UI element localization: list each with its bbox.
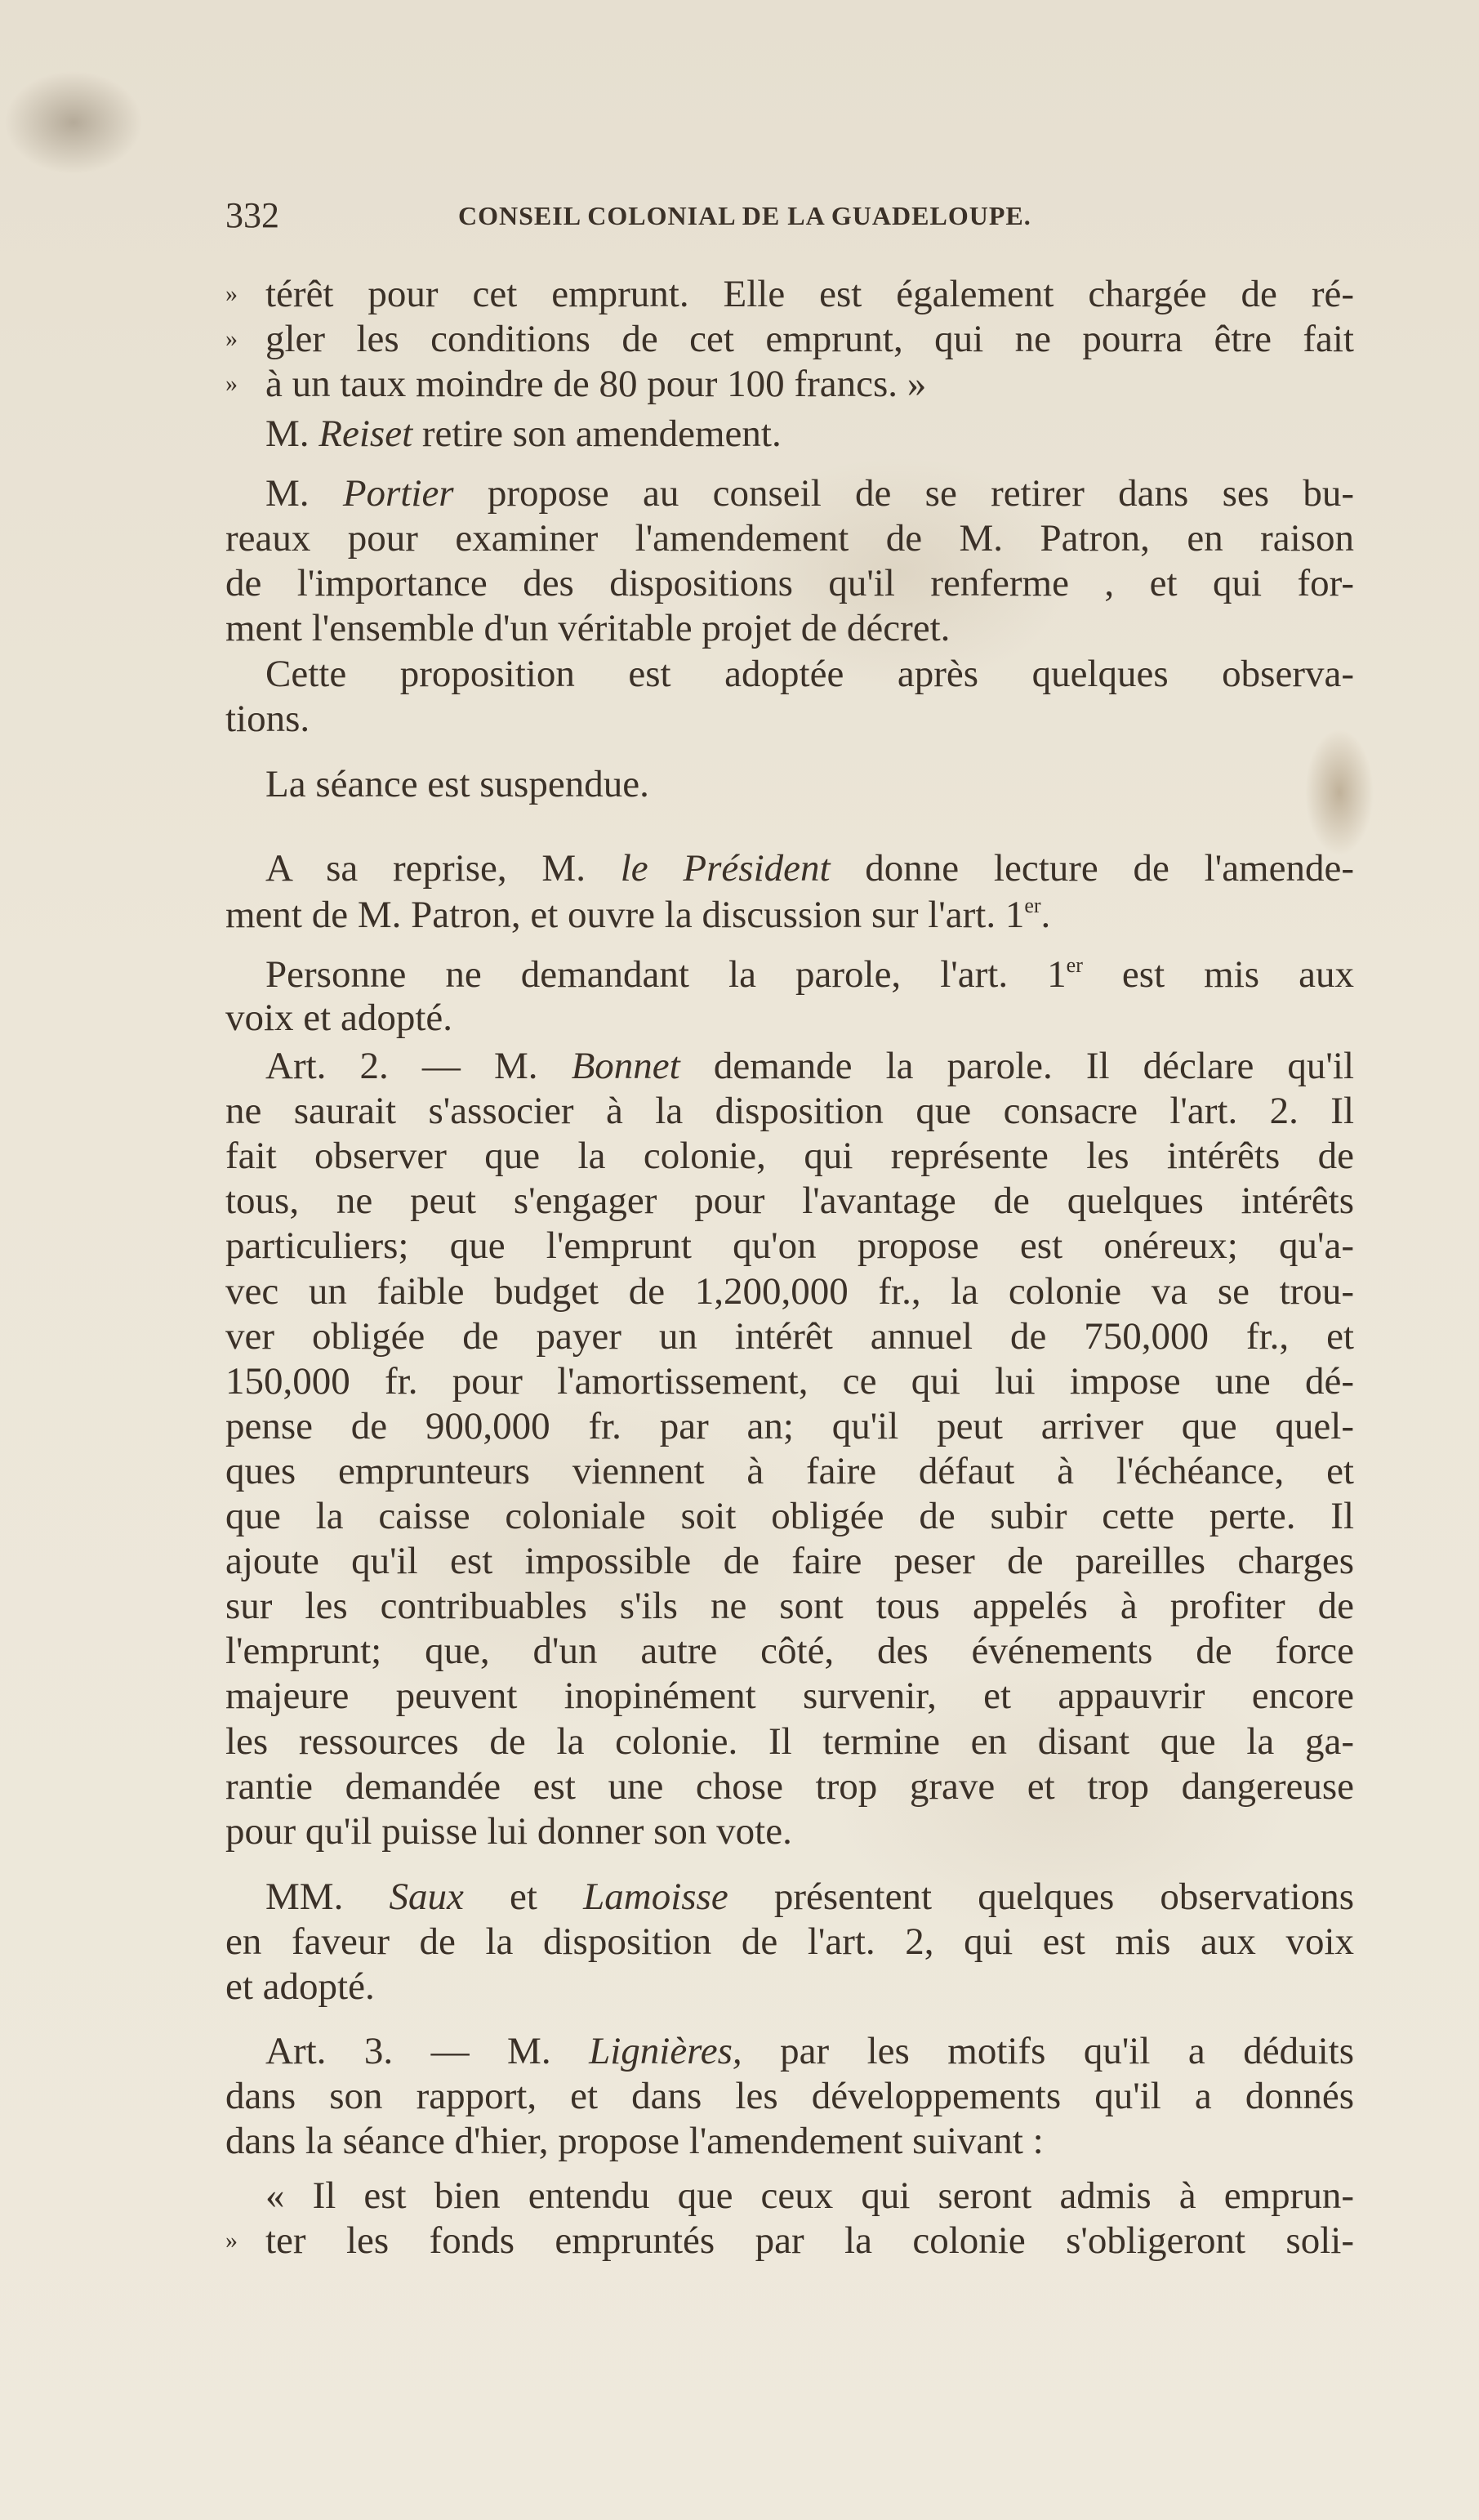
speaker-name: le Président	[620, 847, 831, 890]
text-line	[225, 1403, 1354, 1449]
speaker-name: Saux	[389, 1876, 464, 1918]
text-line	[225, 1133, 1354, 1179]
text-run: majeure peuvent inopinément survenir, et appauvrir encore	[225, 1675, 1354, 1717]
text-run: M.	[265, 413, 319, 455]
text-run: Art. 2. — M.	[265, 1045, 572, 1087]
text-run: les ressources de la colonie. Il termine en disant que la ga-	[225, 1720, 1354, 1763]
text-run: Personne ne demandant la parole, l'art. 1	[265, 953, 1067, 996]
quote-mark: »	[225, 2227, 238, 2254]
text-line	[225, 2218, 1354, 2264]
page-number: 332	[225, 195, 279, 235]
text-line	[225, 316, 1354, 362]
text-run: gler les conditions de cet emprunt, qui ne pourra être fait	[265, 318, 1354, 360]
text-run: sur les contribuables s'ils ne sont tous appelés à profiter de	[225, 1585, 1354, 1627]
text-line	[225, 1809, 1354, 1854]
text-run: A sa reprise, M.	[265, 847, 621, 890]
text-line	[225, 361, 1354, 407]
running-head-title: CONSEIL COLONIAL DE LA GUADELOUPE.	[458, 201, 1031, 230]
text-line	[225, 1764, 1354, 1809]
text-run: pense de 900,000 fr. par an; qu'il peut arriver que quel-	[225, 1405, 1354, 1447]
superscript: er	[1024, 894, 1041, 917]
text-run: Cette proposition est adoptée après quelques observa-	[265, 653, 1354, 695]
text-line	[225, 1493, 1354, 1539]
text-line	[225, 1358, 1354, 1404]
text-line	[225, 1223, 1354, 1269]
text-line	[265, 761, 1354, 807]
text-run: dans la séance d'hier, propose l'amendement suivant :	[225, 2120, 1044, 2162]
text-line	[265, 471, 1354, 516]
text-line	[225, 605, 1354, 651]
text-line	[265, 651, 1354, 697]
text-line	[225, 2118, 1354, 2164]
text-run: demande la parole. Il déclare qu'il	[679, 1045, 1355, 1087]
text-run: MM.	[265, 1876, 390, 1918]
text-run: rantie demandée est une chose trop grave et trop dangereuse	[225, 1765, 1354, 1808]
text-run: fait observer que la colonie, qui représente les intérêts de	[225, 1135, 1354, 1177]
text-line	[265, 2173, 1354, 2219]
superscript: er	[1066, 953, 1083, 977]
text-line	[225, 1178, 1354, 1224]
text-run: ment l'ensemble d'un véritable projet de décret.	[225, 607, 951, 649]
text-run: ne saurait s'associer à la disposition que consacre l'art. 2. Il	[225, 1090, 1354, 1132]
running-header	[225, 194, 1124, 235]
text-run: l'emprunt; que, d'un autre côté, des événements de force	[225, 1630, 1354, 1672]
text-run: donne lecture de l'amende-	[830, 847, 1354, 890]
text-run: de l'importance des dispositions qu'il renferme , et qui for-	[225, 562, 1354, 604]
text-line	[225, 1269, 1354, 1314]
text-run: reaux pour examiner l'amendement de M. Patron, en raison	[225, 517, 1354, 560]
text-run: à un taux moindre de 80 pour 100 francs. »	[265, 363, 927, 405]
text-run: pour qu'il puisse lui donner son vote.	[225, 1810, 792, 1853]
text-run: ajoute qu'il est impossible de faire peser de pareilles charges	[225, 1540, 1354, 1582]
text-run: térêt pour cet emprunt. Elle est également chargée de ré-	[265, 273, 1354, 315]
text-run: Art. 3. — M.	[265, 2030, 590, 2072]
text-line	[225, 1628, 1354, 1674]
text-line	[225, 1719, 1354, 1764]
text-line	[225, 1448, 1354, 1494]
text-line	[225, 560, 1354, 606]
text-run: vec un faible budget de 1,200,000 fr., la colonie va se trou-	[225, 1270, 1354, 1313]
text-run: dans son rapport, et dans les développements qu'il a donnés	[225, 2075, 1354, 2117]
text-line	[265, 2028, 1354, 2074]
text-line	[225, 515, 1354, 561]
text-line	[265, 1043, 1354, 1089]
text-line	[225, 1088, 1354, 1134]
text-line	[225, 271, 1354, 317]
text-run: tous, ne peut s'engager pour l'avantage de quelques intérêts	[225, 1180, 1354, 1222]
text-line	[225, 1919, 1354, 1965]
text-run: ment de M. Patron, et ouvre la discussion sur l'art. 1	[225, 894, 1025, 936]
text-run: en faveur de la disposition de l'art. 2, qui est mis aux voix	[225, 1920, 1354, 1963]
text-run: .	[1040, 894, 1051, 936]
text-run: est mis aux	[1082, 953, 1355, 996]
text-line	[265, 411, 1354, 457]
text-run: ver obligée de payer un intérêt annuel de 750,000 fr., et	[225, 1315, 1354, 1358]
text-run: voix et adopté.	[225, 997, 453, 1039]
text-line	[225, 1673, 1354, 1719]
text-line	[225, 995, 1354, 1041]
text-run: particuliers; que l'emprunt qu'on propose est onéreux; qu'a-	[225, 1224, 1354, 1267]
text-run: ter les fonds empruntés par la colonie s'obligeront soli-	[265, 2219, 1354, 2262]
text-line	[265, 845, 1354, 891]
speaker-name: Bonnet	[571, 1045, 680, 1087]
text-run: La séance est suspendue.	[265, 763, 649, 805]
text-line	[265, 952, 1354, 997]
text-run: et	[463, 1876, 584, 1918]
text-line	[225, 2073, 1354, 2119]
text-line	[225, 696, 1354, 742]
text-line	[225, 1314, 1354, 1359]
text-run: M.	[265, 472, 343, 515]
text-run: présentent quelques observations	[728, 1876, 1354, 1918]
text-run: que la caisse coloniale soit obligée de subir cette perte. Il	[225, 1495, 1354, 1537]
text-run: ques emprunteurs viennent à faire défaut à l'échéance, et	[225, 1450, 1354, 1492]
text-run: par les motifs qu'il a déduits	[742, 2030, 1354, 2072]
text-line	[225, 1964, 1354, 2009]
speaker-name: Reiset	[319, 413, 413, 455]
text-run: « Il est bien entendu que ceux qui seront admis à emprun-	[265, 2174, 1354, 2217]
quote-mark: »	[225, 370, 238, 397]
text-run: propose au conseil de se retirer dans ses bu-	[453, 472, 1354, 515]
text-run: retire son amendement.	[412, 413, 782, 455]
text-line	[225, 1538, 1354, 1584]
text-run: et adopté.	[225, 1965, 375, 2008]
speaker-name: Lignières,	[589, 2030, 742, 2072]
text-run: tions.	[225, 698, 310, 740]
text-line	[225, 1583, 1354, 1629]
quote-mark: »	[225, 280, 238, 307]
quote-mark: »	[225, 325, 238, 352]
speaker-name: Lamoisse	[583, 1876, 728, 1918]
text-run: 150,000 fr. pour l'amortissement, ce qui lui impose une dé-	[225, 1360, 1354, 1403]
text-line	[265, 1874, 1354, 1920]
speaker-name: Portier	[342, 472, 454, 515]
text-line	[225, 892, 1354, 938]
